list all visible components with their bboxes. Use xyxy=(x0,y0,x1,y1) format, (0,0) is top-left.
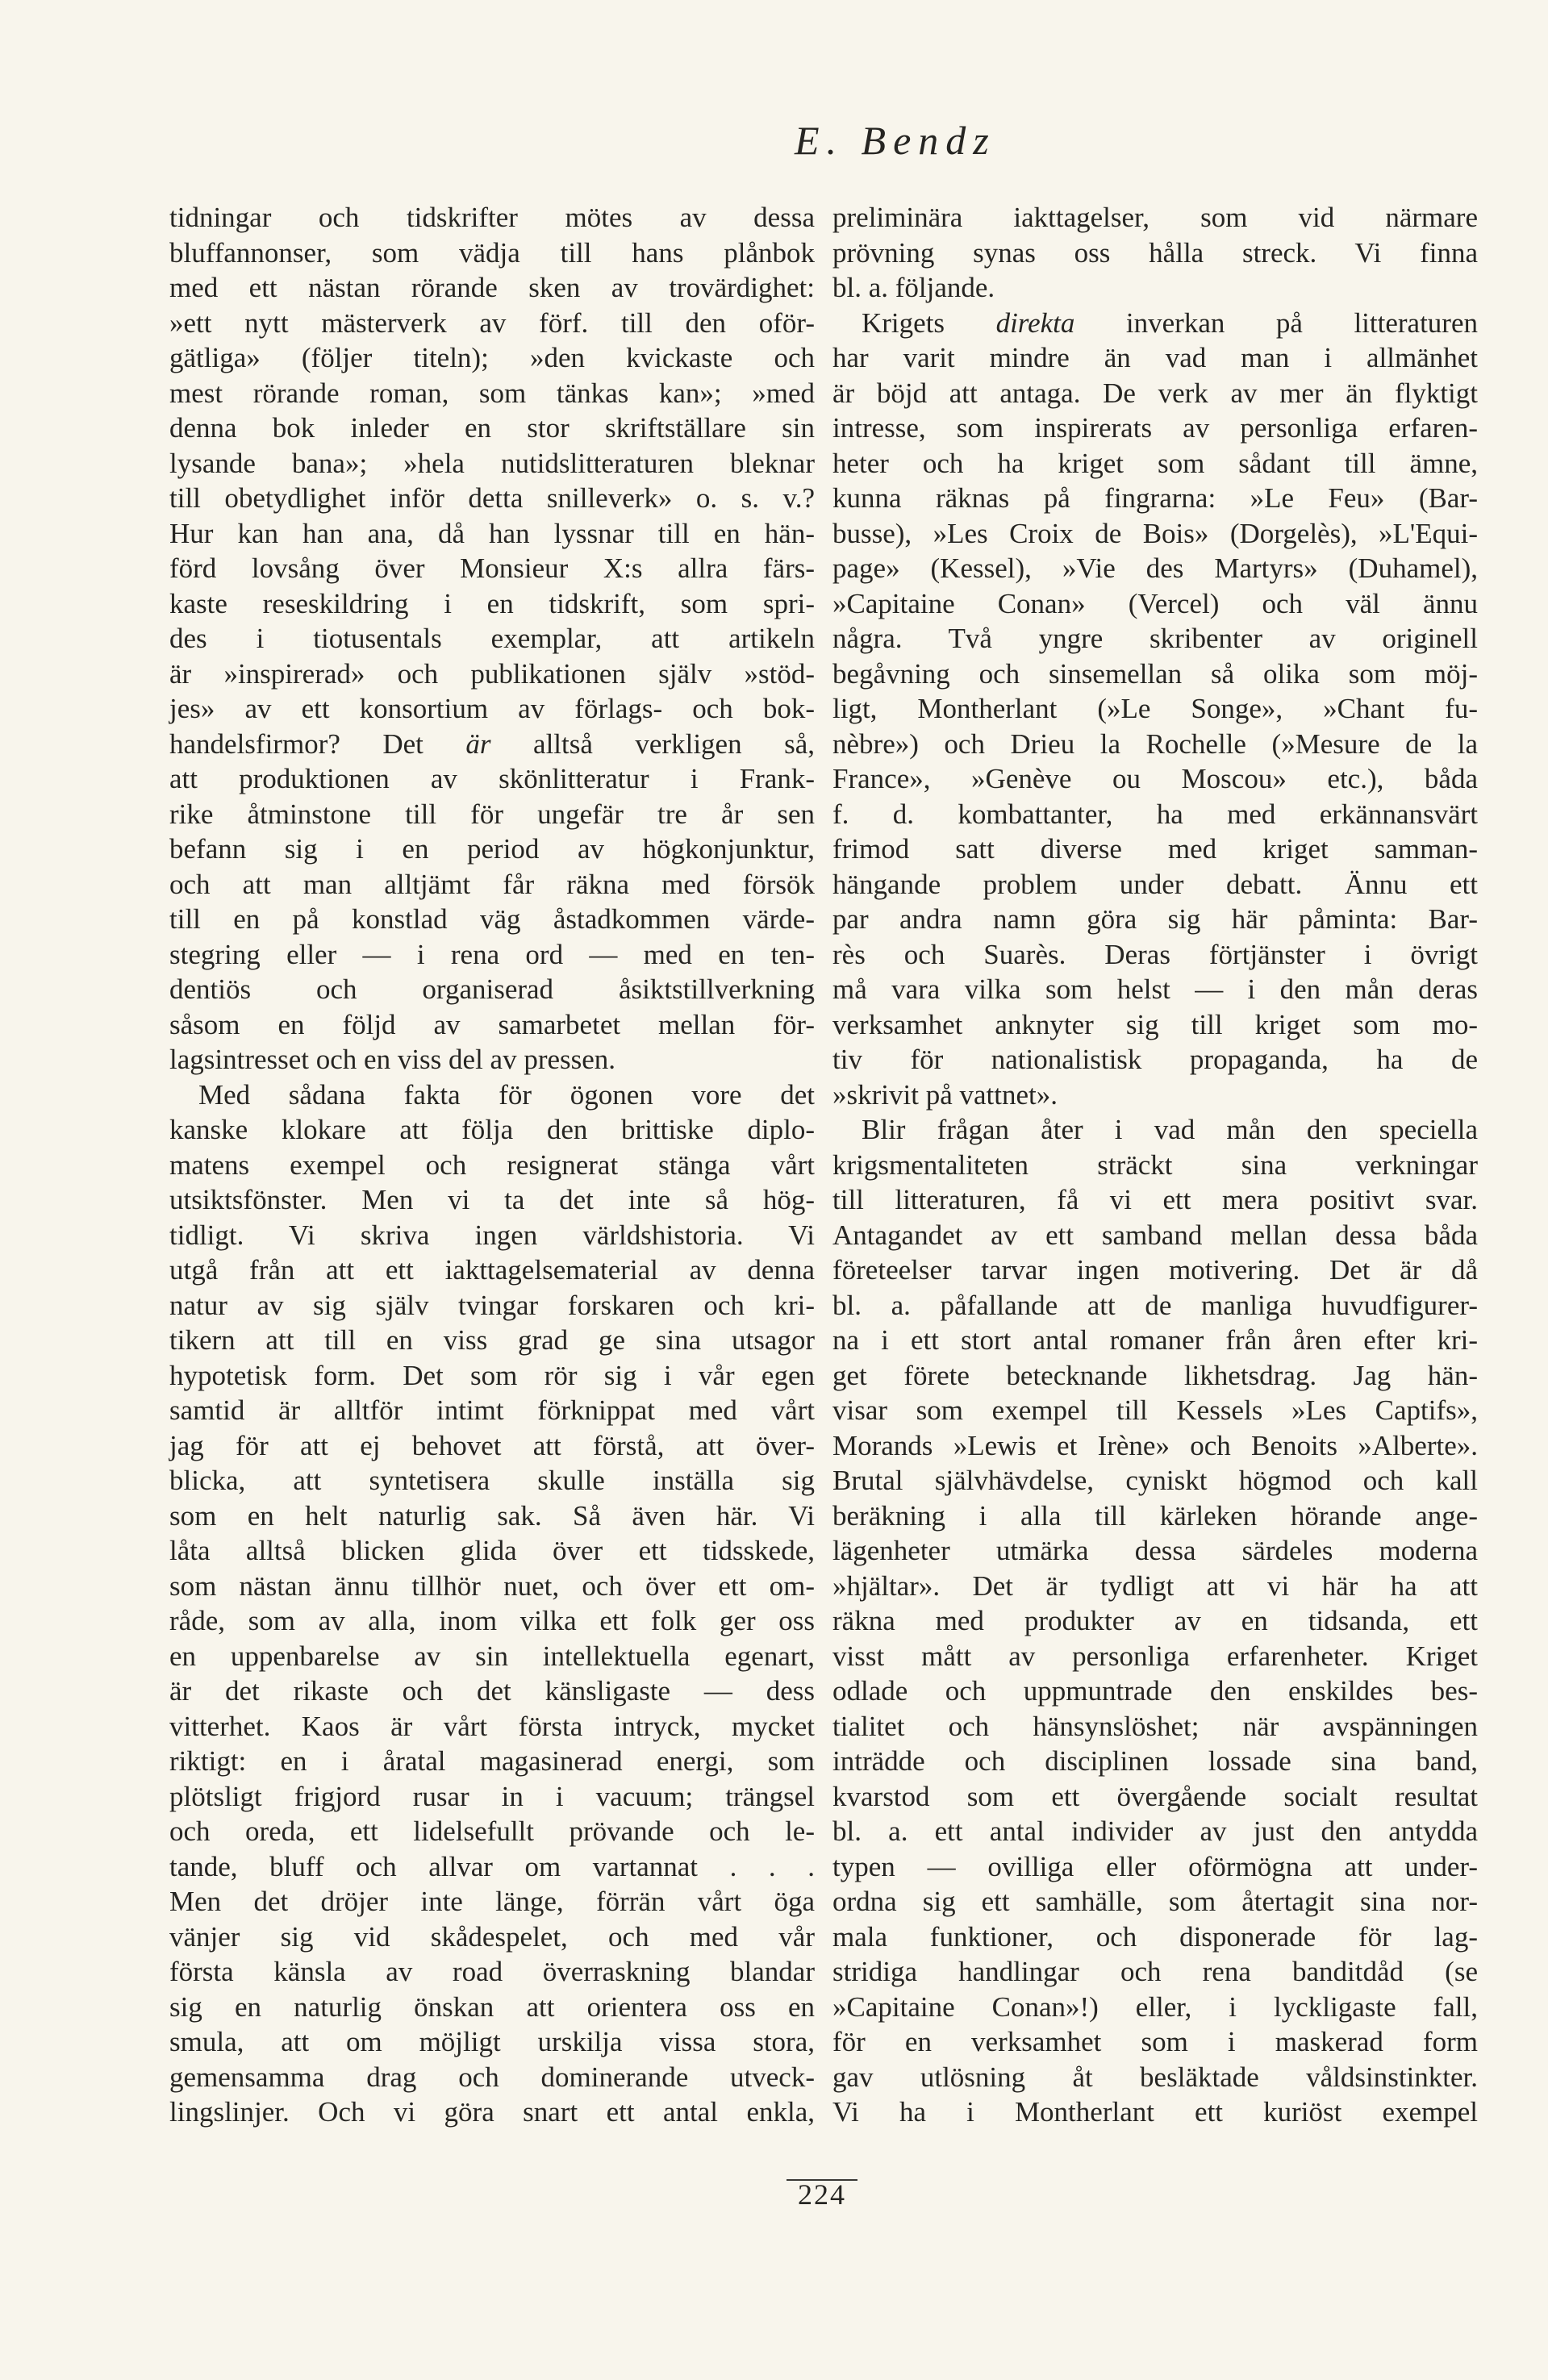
paragraph xyxy=(169,1077,815,2130)
text-line: utgå från att ett iakttagelsematerial av denna xyxy=(169,1254,815,1286)
paragraph xyxy=(832,200,1478,306)
text-line: jes» av ett konsortium av förlags- och bok- xyxy=(169,693,815,724)
text-line: nèbre») och Drieu la Rochelle (»Mesure de la xyxy=(832,727,1478,760)
text-line: tiv för nationalistisk propaganda, ha de xyxy=(832,1044,1478,1075)
text-line: tikern att till en viss grad ge sina utsagor xyxy=(169,1324,815,1356)
running-title: E. Bendz xyxy=(795,118,996,163)
text-line: med ett nästan rörande sken av trovärdighet: xyxy=(169,272,815,303)
text-line: räkna med produkter av en tidsanda, ett xyxy=(832,1605,1478,1636)
text-line: intresse, som inspirerats av personliga erfaren- xyxy=(832,412,1478,444)
text-line: som en helt naturlig sak. Så även här. Vi xyxy=(169,1499,815,1532)
text-line: begåvning och sinsemellan så olika som möj- xyxy=(832,657,1478,690)
text-line: odlade och uppmuntrade den enskildes bes- xyxy=(832,1675,1478,1707)
text-line: tidligt. Vi skriva ingen världshistoria. Vi xyxy=(169,1219,815,1251)
text-line: gemensamma drag och dominerande utveck- xyxy=(169,2061,815,2093)
text-line: tidningar och tidskrifter mötes av dessa xyxy=(169,202,815,233)
text-line: jag för att ej behovet att förstå, att över- xyxy=(169,1429,815,1461)
text-line: befann sig i en period av högkonjunktur, xyxy=(169,833,815,865)
text-line: må vara vilka som helst — i den mån deras xyxy=(832,973,1478,1005)
text-line: natur av sig själv tvingar forskaren och kri- xyxy=(169,1289,815,1321)
text-line: »hjältar». Det är tydligt att vi här ha att xyxy=(832,1569,1478,1602)
text-line: »skrivit på vattnet». xyxy=(832,1078,1058,1111)
text-line: verksamhet anknyter sig till kriget som mo- xyxy=(832,1008,1478,1040)
text-line: hängande problem under debatt. Ännu ett xyxy=(832,868,1478,900)
text-line: heter och ha kriget som sådant till ämne, xyxy=(832,447,1478,479)
text-line: prövning synas oss hålla streck. Vi finna xyxy=(832,236,1478,269)
text-line: blicka, att syntetisera skulle inställa sig xyxy=(169,1465,815,1496)
text-line: och oreda, ett lidelsefullt prövande och le- xyxy=(169,1815,815,1847)
text-line: handelsfirmor? Det är alltså verkligen så, xyxy=(169,727,815,760)
text-line: typen — ovilliga eller oförmögna att under- xyxy=(832,1850,1478,1882)
text-line: är böjd att antaga. De verk av mer än flyktigt xyxy=(832,377,1478,409)
paragraph xyxy=(832,306,1478,1113)
text-line: frimod satt diverse med kriget samman- xyxy=(832,833,1478,865)
text-line: mest rörande roman, som tänkas kan»; »med xyxy=(169,377,815,409)
text-line: riktigt: en i åratal magasinerad energi, som xyxy=(169,1745,815,1777)
text-line: rike åtminstone till för ungefär tre år sen xyxy=(169,798,815,830)
text-line: låta alltså blicken glida över ett tidsskede, xyxy=(169,1535,815,1566)
text-line: mala funktioner, och disponerade för lag- xyxy=(832,1920,1478,1953)
text-line: plötsligt frigjord rusar in i vacuum; trängsel xyxy=(169,1780,815,1812)
text-line: lingslinjer. Och vi göra snart ett antal enkla, xyxy=(169,2096,815,2128)
text-line: get förete betecknande likhetsdrag. Jag hän- xyxy=(832,1359,1478,1391)
text-line: gätliga» (följer titeln); »den kvickaste och xyxy=(169,342,815,373)
text-line: till obetydlighet inför detta snilleverk» o. s. v.? xyxy=(169,482,815,514)
text-line: page» (Kessel), »Vie des Martyrs» (Duhamel), xyxy=(832,552,1478,584)
text-line: inträdde och disciplinen lossade sina band, xyxy=(832,1745,1478,1777)
text-line: bluffannonser, som vädja till hans plånbok xyxy=(169,236,815,269)
text-line: lägenheter utmärka dessa särdeles moderna xyxy=(832,1535,1478,1566)
text-line: vitterhet. Kaos är vårt första intryck, mycket xyxy=(169,1710,815,1742)
text-line: Krigets direkta inverkan på litteraturen xyxy=(862,306,1478,339)
text-line: rès och Suarès. Deras förtjänster i övrigt xyxy=(832,938,1478,970)
text-line: preliminära iakttagelser, som vid närmare xyxy=(832,202,1478,233)
text-line: gav utlösning åt besläktade våldsinstinkter. xyxy=(832,2061,1478,2093)
text-line: busse), »Les Croix de Bois» (Dorgelès), »L'Equi- xyxy=(832,517,1478,549)
text-line: hypotetisk form. Det som rör sig i vår egen xyxy=(169,1359,815,1391)
text-line: första känsla av road överraskning blandar xyxy=(169,1956,815,1987)
paragraph xyxy=(169,200,815,1077)
text-line: krigsmentaliteten sträckt sina verkningar xyxy=(832,1148,1478,1181)
text-column-right xyxy=(832,200,1478,2130)
text-line: par andra namn göra sig här påminta: Bar- xyxy=(832,903,1478,935)
text-line: »Capitaine Conan»!) eller, i lyckligaste fall, xyxy=(832,1990,1478,2023)
page-number: 224 xyxy=(798,2178,846,2211)
text-line: matens exempel och resignerat stänga vårt xyxy=(169,1148,815,1181)
text-line: ordna sig ett samhälle, som återtagit sina nor- xyxy=(832,1886,1478,1917)
text-line: smula, att om möjligt urskilja vissa stora, xyxy=(169,2026,815,2057)
text-line: Antagandet av ett samband mellan dessa båda xyxy=(832,1219,1478,1251)
text-line: bl. a. ett antal individer av just den antydda xyxy=(832,1815,1478,1847)
text-line: till en på konstlad väg åstadkommen värde- xyxy=(169,903,815,935)
text-line: Men det dröjer inte länge, förrän vårt öga xyxy=(169,1886,815,1917)
text-line: visar som exempel till Kessels »Les Captifs», xyxy=(832,1394,1478,1426)
text-line: kunna räknas på fingrarna: »Le Feu» (Bar- xyxy=(832,482,1478,514)
text-line: företeelser tarvar ingen motivering. Det är då xyxy=(832,1254,1478,1286)
text-line: har varit mindre än vad man i allmänhet xyxy=(832,342,1478,373)
paragraph xyxy=(832,1112,1478,2130)
text-line: kvarstod som ett övergående socialt resultat xyxy=(832,1780,1478,1812)
text-line: »Capitaine Conan» (Vercel) och väl ännu xyxy=(832,587,1478,619)
text-line: stegring eller — i rena ord — med en ten- xyxy=(169,938,815,970)
text-line: kanske klokare att följa den brittiske diplo- xyxy=(169,1114,815,1145)
text-line: och att man alltjämt får räkna med försök xyxy=(169,868,815,900)
text-line: ligt, Montherlant (»Le Songe», »Chant fu- xyxy=(832,693,1478,724)
text-line: till litteraturen, få vi ett mera positivt svar. xyxy=(832,1184,1478,1215)
text-line: vänjer sig vid skådespelet, och med vår xyxy=(169,1920,815,1953)
emphasis: är xyxy=(465,727,491,760)
text-line: lysande bana»; »hela nutidslitteraturen bleknar xyxy=(169,447,815,479)
text-line: Med sådana fakta för ögonen vore det xyxy=(198,1078,815,1111)
text-line: Brutal självhävdelse, cyniskt högmod och kall xyxy=(832,1465,1478,1496)
text-line: utsiktsfönster. Men vi ta det inte så hög- xyxy=(169,1184,815,1215)
text-line: några. Två yngre skribenter av originell xyxy=(832,623,1478,654)
text-line: lagsintresset och en viss del av pressen. xyxy=(169,1044,616,1075)
text-line: är det rikaste och det känsligaste — dess xyxy=(169,1675,815,1707)
text-line: bl. a. påfallande att de manliga huvudfigurer- xyxy=(832,1289,1478,1321)
text-line: des i tiotusentals exemplar, att artikeln xyxy=(169,623,815,654)
text-line: samtid är alltför intimt förknippat med vårt xyxy=(169,1394,815,1426)
text-line: denna bok inleder en stor skriftställare sin xyxy=(169,412,815,444)
text-line: förd lovsång över Monsieur X:s allra färs- xyxy=(169,552,815,584)
text-line: dentiös och organiserad åsiktstillverkning xyxy=(169,973,815,1005)
text-line: som nästan ännu tillhör nuet, och över ett om- xyxy=(169,1569,815,1602)
text-line: kaste reseskildring i en tidskrift, som spri- xyxy=(169,587,815,619)
text-line: beräkning i alla till kärleken hörande ange- xyxy=(832,1499,1478,1532)
text-line: tialitet och hänsynslöshet; när avspänningen xyxy=(832,1710,1478,1742)
text-line: för en verksamhet som i maskerad form xyxy=(832,2026,1478,2057)
text-line: att produktionen av skönlitteratur i Frank- xyxy=(169,763,815,794)
text-line: tande, bluff och allvar om vartannat . . . xyxy=(169,1850,815,1882)
text-line: såsom en följd av samarbetet mellan för- xyxy=(169,1008,815,1040)
text-line: na i ett stort antal romaner från åren efter kri- xyxy=(832,1324,1478,1356)
text-line: f. d. kombattanter, ha med erkännansvärt xyxy=(832,798,1478,830)
emphasis: direkta xyxy=(995,306,1075,339)
text-line: råde, som av alla, inom vilka ett folk ger oss xyxy=(169,1605,815,1636)
text-line: Blir frågan åter i vad mån den speciella xyxy=(862,1114,1478,1145)
text-line: Vi ha i Montherlant ett kuriöst exempel xyxy=(832,2096,1478,2128)
text-line: en uppenbarelse av sin intellektuella egenart, xyxy=(169,1640,815,1672)
text-line: bl. a. följande. xyxy=(832,272,995,303)
text-line: »ett nytt mästerverk av förf. till den oför- xyxy=(169,306,815,339)
text-line: France», »Genève ou Moscou» etc.), båda xyxy=(832,763,1478,794)
text-column-left xyxy=(169,200,815,2130)
text-line: Hur kan han ana, då han lyssnar till en hän- xyxy=(169,517,815,549)
text-line: Morands »Lewis et Irène» och Benoits »Alberte». xyxy=(832,1429,1478,1461)
text-line: stridiga handlingar och rena banditdåd (se xyxy=(832,1956,1478,1987)
text-line: är »inspirerad» och publikationen själv »stöd- xyxy=(169,657,815,690)
text-line: visst mått av personliga erfarenheter. Kriget xyxy=(832,1640,1478,1672)
text-line: sig en naturlig önskan att orientera oss en xyxy=(169,1990,815,2023)
